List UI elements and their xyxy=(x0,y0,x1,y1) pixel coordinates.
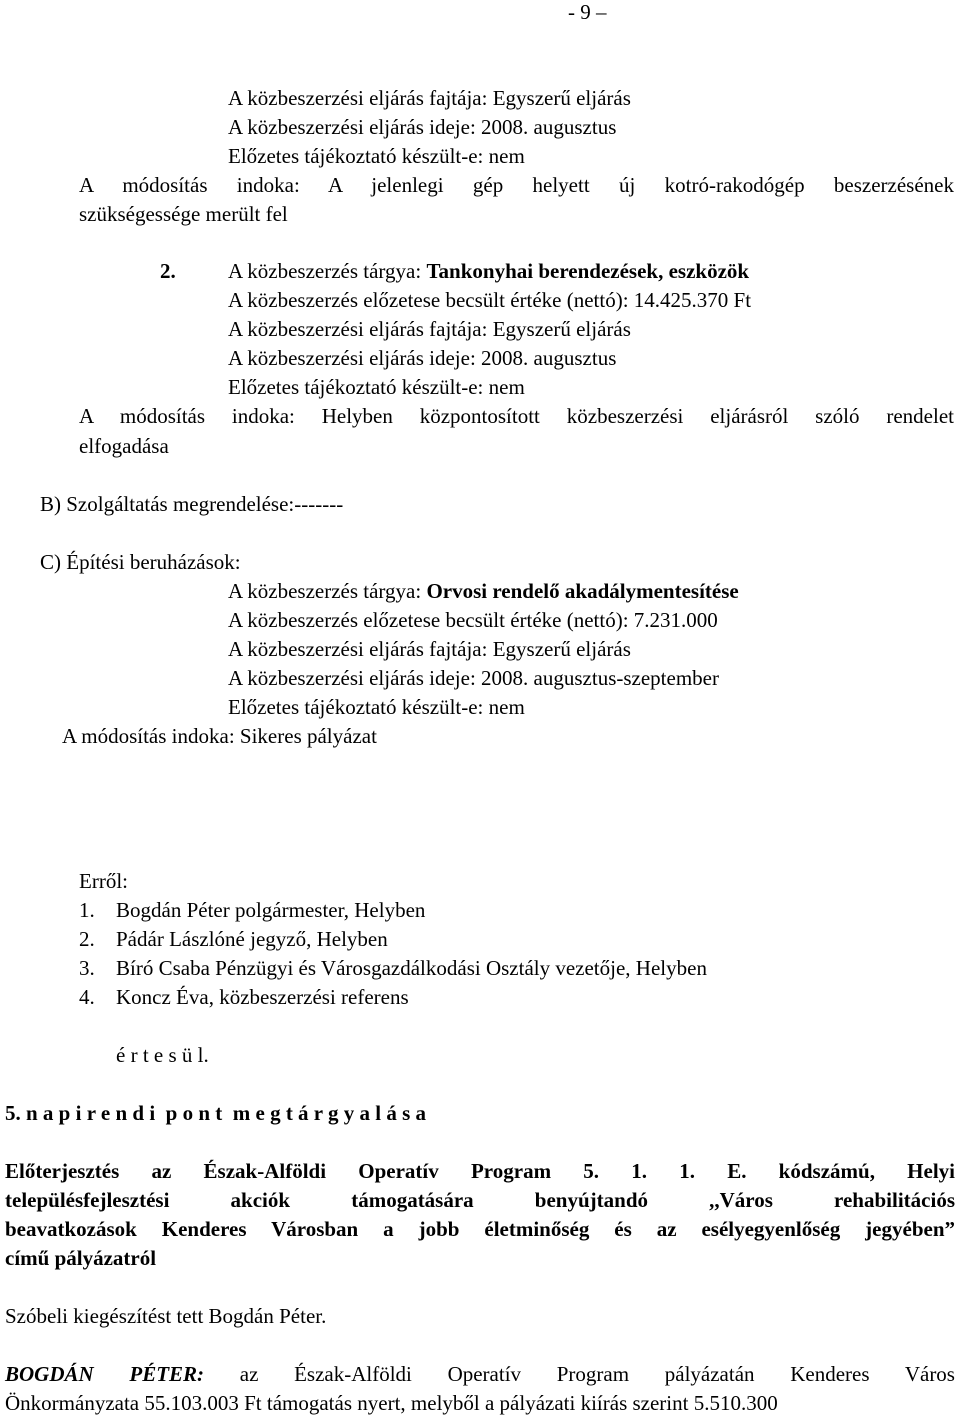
item2-reason-line1: A módosítás indoka: Helyben központosított közbeszerzési eljárásról szóló rendelet xyxy=(79,404,954,428)
agenda-heading: 5. n a p i r e n d i p o n t m e g t á r g y a l á s a xyxy=(5,1101,427,1125)
agenda-remark: Szóbeli kiegészítést tett Bogdán Péter. xyxy=(5,1304,327,1328)
agenda-title-line2: településfejlesztési akciók támogatására benyújtandó ,,Város rehabilitációs xyxy=(5,1188,955,1212)
notify-item-2: Pádár Lászlóné jegyző, Helyben xyxy=(116,927,388,951)
agenda-speech-line1 xyxy=(5,1364,955,1385)
notify-item-4-num: 4. xyxy=(79,985,95,1009)
section-c-reason: A módosítás indoka: Sikeres pályázat xyxy=(62,724,377,748)
item2-reason-line2: elfogadása xyxy=(79,434,169,458)
notify-item-1-num: 1. xyxy=(79,898,95,922)
item1-time: A közbeszerzési eljárás ideje: 2008. augusztus xyxy=(228,115,617,139)
speech-text-1: az Észak-Alföldi Operatív Program pályázatán Kenderes Város xyxy=(204,1362,955,1386)
section-c-value: A közbeszerzés előzetese becsült értéke (nettó): 7.231.000 xyxy=(228,608,718,632)
notify-item-4: Koncz Éva, közbeszerzési referens xyxy=(116,985,409,1009)
notify-item-2-num: 2. xyxy=(79,927,95,951)
section-c-prior: Előzetes tájékoztató készült-e: nem xyxy=(228,695,525,719)
item1-prior: Előzetes tájékoztató készült-e: nem xyxy=(228,144,525,168)
item1-type: A közbeszerzési eljárás fajtája: Egyszerű eljárás xyxy=(228,86,631,110)
item2-number: 2. xyxy=(160,259,176,283)
notify-header: Erről: xyxy=(79,869,128,893)
notify-item-3: Bíró Csaba Pénzügyi és Városgazdálkodási Osztály vezetője, Helyben xyxy=(116,956,707,980)
item2-subject-value: Tankonyhai berendezések, eszközök xyxy=(426,259,750,283)
section-c-time: A közbeszerzési eljárás ideje: 2008. augusztus-szeptember xyxy=(228,666,719,690)
agenda-title-line3: beavatkozások Kenderes Városban a jobb életminőség és az esélyegyenlőség jegyében” xyxy=(5,1217,955,1241)
item1-reason-line2: szükségessége merült fel xyxy=(79,202,288,226)
speaker-name: BOGDÁN PÉTER: xyxy=(5,1362,205,1386)
section-b: B) Szolgáltatás megrendelése:------- xyxy=(40,492,344,516)
agenda-title-line4: című pályázatról xyxy=(5,1246,157,1270)
section-c-type: A közbeszerzési eljárás fajtája: Egyszerű eljárás xyxy=(228,637,631,661)
item2-time: A közbeszerzési eljárás ideje: 2008. augusztus xyxy=(228,346,617,370)
item1-reason-line1: A módosítás indoka: A jelenlegi gép helyett új kotró-rakodógép beszerzésének xyxy=(79,173,954,197)
item2-value: A közbeszerzés előzetese becsült értéke (nettó): 14.425.370 Ft xyxy=(228,288,752,312)
section-c-subject-label: A közbeszerzés tárgya: xyxy=(228,579,427,603)
notify-item-1: Bogdán Péter polgármester, Helyben xyxy=(116,898,426,922)
section-c-subject-value: Orvosi rendelő akadálymentesítése xyxy=(426,579,739,603)
section-c-title: C) Építési beruházások: xyxy=(40,550,241,574)
item2-type: A közbeszerzési eljárás fajtája: Egyszerű eljárás xyxy=(228,317,631,341)
agenda-speech-line2: Önkormányzata 55.103.003 Ft támogatás nyert, melyből a pályázati kiírás szerint 5.510.300 xyxy=(5,1391,778,1415)
item2-subject xyxy=(228,261,749,282)
notify-item-3-num: 3. xyxy=(79,956,95,980)
item2-prior: Előzetes tájékoztató készült-e: nem xyxy=(228,375,525,399)
item2-subject-label: A közbeszerzés tárgya: xyxy=(228,259,427,283)
notify-footer: é r t e s ü l. xyxy=(116,1043,209,1067)
page-number: - 9 – xyxy=(568,0,607,24)
agenda-title-line1: Előterjesztés az Észak-Alföldi Operatív Program 5. 1. 1. E. kódszámú, Helyi xyxy=(5,1159,955,1183)
section-c-subject xyxy=(228,581,739,602)
